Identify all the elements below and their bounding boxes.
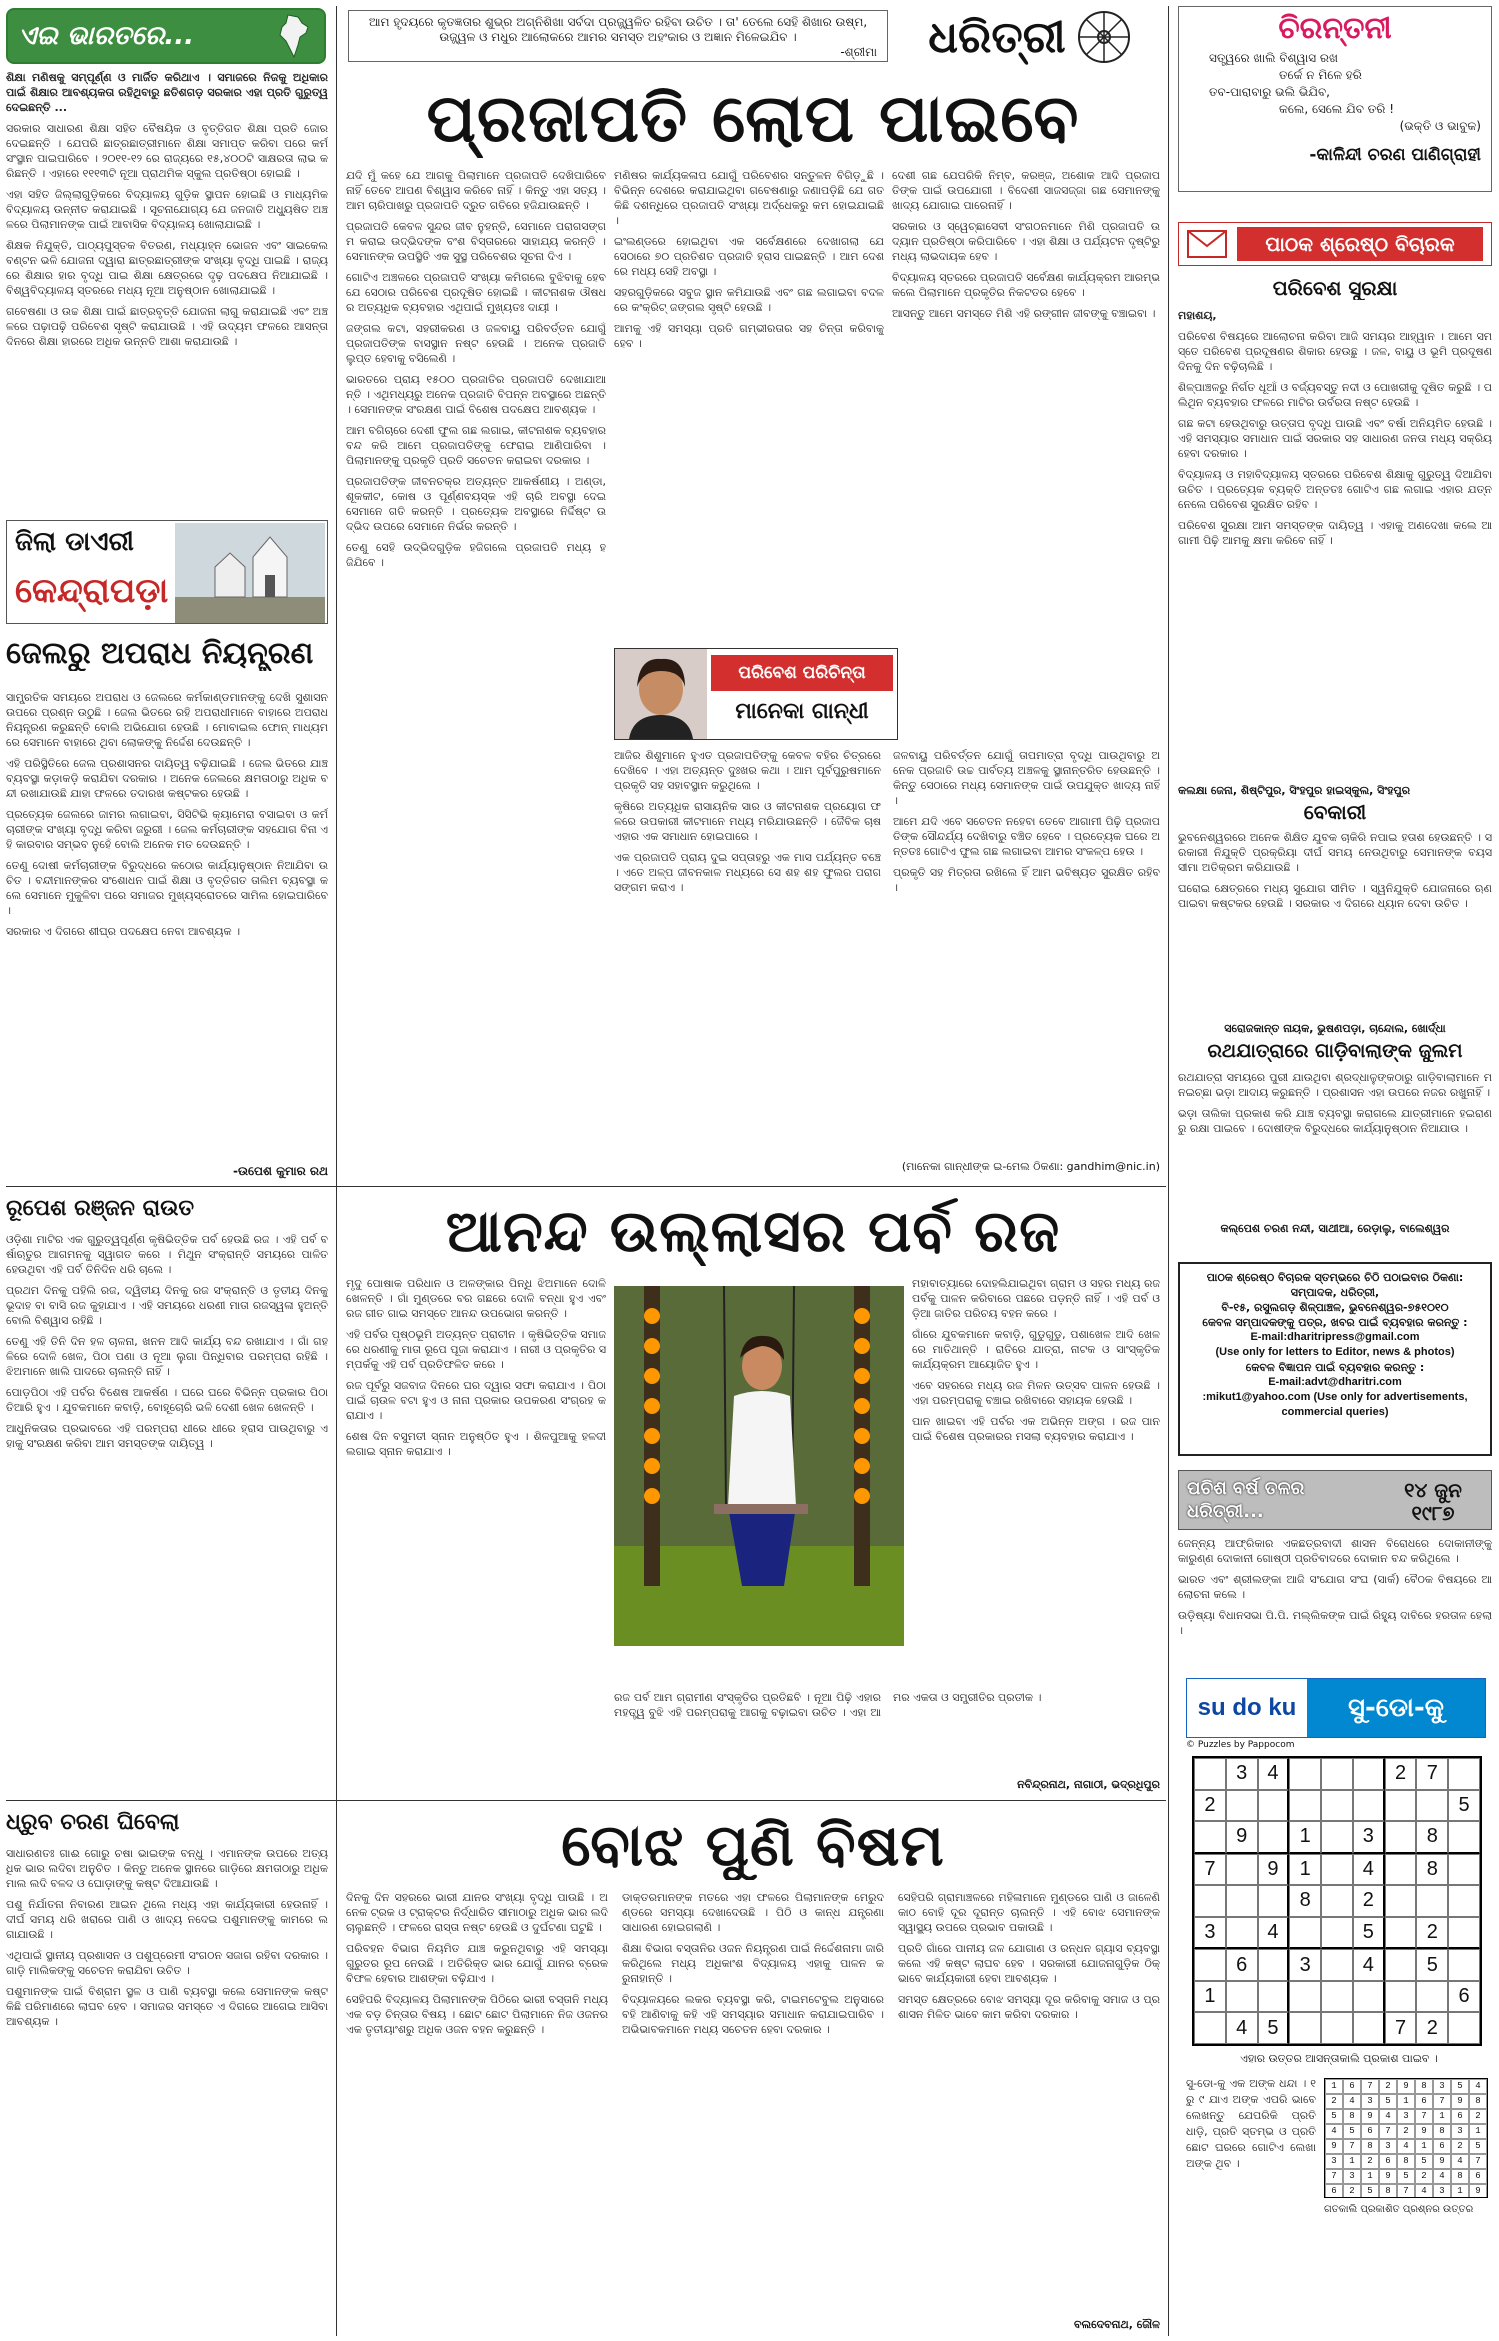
solution-cell: 1: [1415, 2139, 1433, 2154]
solution-cell: 8: [1379, 2184, 1397, 2198]
sudoku-rules: ସୁ-ଡୋ-କୁ ଏକ ଅଙ୍କ ଧନ୍ଦା । ୧ ରୁ ୯ ଯାଏ ଅଙ୍କ ଏପରି ଭାବେ ଲେଖନ୍ତୁ ଯେପରିକି ପ୍ରତି ଧାଡ଼ି, ପ୍ରତି ସ୍ତମ୍ଭ ଓ ପ୍ରତି ଛୋଟ ଘରରେ ଗୋଟିଏ ଲେଖା ଅଙ୍କ ଥିବ ।: [1186, 2077, 1316, 2170]
solution-cell: 7: [1397, 2184, 1415, 2198]
solution-cell: 4: [1343, 2094, 1361, 2109]
sudoku-cell[interactable]: 4: [1258, 1917, 1290, 1950]
sudoku-cell[interactable]: 5: [1448, 1790, 1480, 1822]
email-ads[interactable]: E-mail:advt@dharitri.com: [1268, 1376, 1402, 1388]
sudoku-cell[interactable]: [1448, 1854, 1480, 1886]
solution-cell: 6: [1469, 2169, 1487, 2184]
flashback-title: ପଚିଶ ବର୍ଷ ତଳର ଧରିତ୍ରୀ...: [1187, 1478, 1305, 1522]
solution-cell: 5: [1451, 2079, 1469, 2094]
chirantani-author: -କାଳିନ୍ଦୀ ଚରଣ ପାଣିଗ୍ରାହୀ: [1309, 145, 1481, 165]
solution-cell: 1: [1325, 2079, 1343, 2094]
section-title-left: ଏଇ ଭାରତରେ...: [18, 20, 194, 51]
sudoku-cell[interactable]: 5: [1258, 2012, 1290, 2044]
sudoku-cell[interactable]: [1194, 1758, 1226, 1790]
sudoku-cell[interactable]: [1448, 1917, 1480, 1950]
solution-cell: 5: [1379, 2094, 1397, 2109]
poem-source: (ଭକ୍ତି ଓ ଭାବୁକ): [1399, 119, 1481, 133]
solution-cell: 5: [1397, 2169, 1415, 2184]
email-letters-note: (Use only for letters to Editor, news & photos): [1215, 1346, 1455, 1358]
solution-cell: 6: [1343, 2079, 1361, 2094]
columnist-name: ମାନେକା ଗାନ୍ଧୀ: [735, 699, 869, 724]
sudoku-credit: © Puzzles by Pappocom: [1186, 1740, 1295, 1750]
solution-cell: 2: [1379, 2079, 1397, 2094]
sudoku-cell[interactable]: [1321, 1949, 1353, 1981]
solution-cell: 8: [1397, 2154, 1415, 2169]
sudoku-cell[interactable]: 4: [1353, 1949, 1385, 1981]
sudoku-header: [1186, 1678, 1486, 1738]
raja-byline: ନବିନ୍ଦ୍ରନାଥ, ନାଗାଠୀ, ଭଦ୍ରଧିପୁର: [1017, 1778, 1160, 1791]
solution-cell: 4: [1397, 2139, 1415, 2154]
solution-cell: 2: [1415, 2169, 1433, 2184]
main-article-col2: ମଣିଷର କାର୍ଯ୍ୟକଳାପ ଯୋଗୁଁ ପରିବେଶର ସନ୍ତୁଳନ ବିଗିଡ଼ୁଛି । ବିଭିନ୍ନ ଦେଶରେ କରାଯାଇଥିବା ଗବେଷଣାରୁ ଜଣାପଡ଼ିଛି ଯେ ଗତ କିଛି ଦଶନ୍ଧିରେ ପ୍ରଜାପତି ସଂଖ୍ୟା ଅର୍ଦ୍ଧେକରୁ କମ ହୋଇଯାଇଛି । ଇଂଲଣ୍ଡରେ ହୋଇଥିବା ଏକ ସର୍ବେକ୍ଷଣରେ ଦେଖାଗଲା ଯେ ସେଠାରେ ୭୦ ପ୍ରତିଶତ ପ୍ରଜାତି ହ୍ରାସ ପାଇଛନ୍ତି । ଆମ ଦେଶରେ ମଧ୍ୟ ସେହି ଅବସ୍ଥା । ସହରଗୁଡ଼ିକରେ ସବୁଜ ସ୍ଥାନ କମିଯାଉଛି ଏବଂ ଗଛ ଲଗାଇବା ବଦଳରେ କଂକ୍ରିଟ୍ ଜଙ୍ଗଲ ସୃଷ୍ଟି ହେଉଛି । ଆମକୁ ଏହି ସମସ୍ୟା ପ୍ରତି ଗମ୍ଭୀରତାର ସହ ଚିନ୍ତା କରିବାକୁ ହେବ ।: [614, 169, 884, 350]
sudoku-cell[interactable]: [1416, 1790, 1448, 1822]
sudoku-cell[interactable]: [1194, 1885, 1226, 1917]
raja-article-col3: ମହାବାତ୍ୟାରେ ଦୋହଲିଯାଇଥିବା ଗ୍ରାମ ଓ ସହର ମଧ୍ୟ ରଜ ପର୍ବକୁ ପାଳନ କରିବାରେ ପଛରେ ପଡ଼ନ୍ତି ନାହିଁ । ଏହି ପର୍ବ ଓଡ଼ିଆ ଜାତିର ପରିଚୟ ବହନ କରେ । ଗାଁରେ ଯୁବକମାନେ କବାଡ଼ି, ଗୁଡୁଗୁଡୁ, ପଶାଖେଳ ଆଦି ଖେଳରେ ମାତିଥାନ୍ତି । ରାତିରେ ଯାତ୍ରା, ନାଟକ ଓ ସାଂସ୍କୃତିକ କାର୍ଯ୍ୟକ୍ରମ ଆୟୋଜିତ ହୁଏ । ଏବେ ସହରରେ ମଧ୍ୟ ରଜ ମିଳନ ଉତ୍ସବ ପାଳନ ହେଉଛି । ଏହା ପରମ୍ପରାକୁ ବଞ୍ଚାଇ ରଖିବାରେ ସହାୟକ ହେଉଛି । ପାନ ଖାଇବା ଏହି ପର୍ବର ଏକ ଅଭିନ୍ନ ଅଙ୍ଗ । ରଜ ପାନ ପାଇଁ ବିଶେଷ ପ୍ରକାରର ମସଲା ବ୍ୟବହାର କରାଯାଏ ।: [912, 1277, 1160, 1443]
letter2-signature: ସରୋଜକାନ୍ତ ନାୟକ, ଭୁଷଣପଡ଼ା, ଚାନ୍ଦୋଲ, ଖୋର୍ଦ୍ଧା: [1224, 1022, 1446, 1035]
solution-cell: 3: [1379, 2139, 1397, 2154]
sudoku-cell[interactable]: [1385, 1949, 1417, 1981]
solution-cell: 7: [1415, 2109, 1433, 2124]
solution-cell: 8: [1361, 2139, 1379, 2154]
solution-cell: 4: [1415, 2184, 1433, 2198]
sudoku-cell[interactable]: [1321, 1790, 1353, 1822]
poem-line: ସତ୍ତ୍ୱରେ ଖାଲି ବିଶ୍ୱାସ ରଖ: [1209, 51, 1338, 65]
sudoku-cell[interactable]: 1: [1289, 1821, 1321, 1854]
solution-cell: 8: [1415, 2079, 1433, 2094]
sudoku-cell[interactable]: [1258, 1885, 1290, 1917]
sudoku-cell[interactable]: [1289, 2012, 1321, 2044]
logo-text: ଧରିତ୍ରୀ: [928, 11, 1066, 63]
district-name: କେନ୍ଦ୍ରାପଡ଼ା: [15, 571, 169, 611]
sudoku-cell[interactable]: 2: [1353, 1885, 1385, 1917]
sudoku-cell[interactable]: [1194, 1949, 1226, 1981]
address-line3: କେବଳ ସମ୍ପାଦକଙ୍କୁ ପତ୍ର, ଖବର ପାଇଁ ବ୍ୟବହାର କରନ୍ତୁ :: [1202, 1316, 1468, 1329]
letter1-body: ମହାଶୟ, ପରିବେଶ ବିଷୟରେ ଆଲୋଚନା କରିବା ଆଜି ସମୟର ଆହ୍ୱାନ । ଆମେ ସମସ୍ତେ ପରିବେଶ ପ୍ରଦୂଷଣର ଶିକାର ହେଉଛୁ । ଜଳ, ବାୟୁ ଓ ଭୂମି ପ୍ରଦୂଷଣ ଦିନକୁ ଦିନ ବଢ଼ିଚାଲିଛି । ଶିଳ୍ପାଞ୍ଚଳରୁ ନିର୍ଗତ ଧୂଆଁ ଓ ବର୍ଜ୍ୟବସ୍ତୁ ନଦୀ ଓ ପୋଖରୀକୁ ଦୂଷିତ କରୁଛି । ପଲିଥିନ ବ୍ୟବହାର ଫଳରେ ମାଟିର ଉର୍ବରତା ନଷ୍ଟ ହେଉଛି । ଗଛ କଟା ହେଉଥିବାରୁ ଉତ୍ତାପ ବୃଦ୍ଧି ପାଉଛି ଏବଂ ବର୍ଷା ଅନିୟମିତ ହେଉଛି । ଏହି ସମସ୍ୟାର ସମାଧାନ ପାଇଁ ସରକାର ସହ ସାଧାରଣ ଜନତା ମଧ୍ୟ ସକ୍ରିୟ ହେବା ଦରକାର । ବିଦ୍ୟାଳୟ ଓ ମହାବିଦ୍ୟାଳୟ ସ୍ତରରେ ପରିବେଶ ଶିକ୍ଷାକୁ ଗୁରୁତ୍ୱ ଦିଆଯିବା ଉଚିତ । ପ୍ରତ୍ୟେକ ବ୍ୟକ୍ତି ଅନ୍ତତଃ ଗୋଟିଏ ଗଛ ଲଗାଇ ଏହାର ଯତ୍ନ ନେଲେ ପରିବେଶ ସୁରକ୍ଷିତ ରହିବ । ପରିବେଶ ସୁରକ୍ଷା ଆମ ସମସ୍ତଙ୍କ ଦାୟିତ୍ୱ । ଏହାକୁ ଅଣଦେଖା କଲେ ଆଗାମୀ ପିଢ଼ି ଆମକୁ କ୍ଷମା କରିବେ ନାହିଁ ।: [1178, 309, 1492, 547]
solution-cell: 7: [1469, 2154, 1487, 2169]
sudoku-cell[interactable]: 2: [1194, 1790, 1226, 1822]
solution-cell: 2: [1325, 2094, 1343, 2109]
letter3-body: ରଥଯାତ୍ରା ସମୟରେ ପୁରୀ ଯାଉଥିବା ଶ୍ରଦ୍ଧାଳୁଙ୍କଠାରୁ ଗାଡ଼ିବାଲାମାନେ ମନଇଚ୍ଛା ଭଡ଼ା ଆଦାୟ କରୁଛନ୍ତି । ପ୍ରଶାସନ ଏହା ଉପରେ ନଜର ରଖୁନାହିଁ । ଭଡ଼ା ତାଲିକା ପ୍ରକାଶ କରି ଯାଞ୍ଚ ବ୍ୟବସ୍ଥା କରାଗଲେ ଯାତ୍ରୀମାନେ ହଇରାଣରୁ ରକ୍ଷା ପାଇବେ । ଦୋଷୀଙ୍କ ବିରୁଦ୍ଧରେ କାର୍ଯ୍ୟାନୁଷ୍ଠାନ ନିଆଯାଉ ।: [1178, 1071, 1492, 1135]
solution-cell: 8: [1433, 2124, 1451, 2139]
solution-cell: 2: [1451, 2139, 1469, 2154]
sudoku-cell[interactable]: [1226, 1981, 1258, 2013]
sudoku-cell[interactable]: [1385, 1917, 1417, 1950]
sudoku-cell[interactable]: [1321, 2012, 1353, 2044]
sudoku-cell[interactable]: [1226, 1854, 1258, 1886]
columnist-email-note: (ମାନେକା ଗାନ୍ଧୀଙ୍କ ଇ-ମେଲ ଠିକଣା: gandhim@nic.in): [901, 1160, 1160, 1173]
solution-cell: 6: [1379, 2154, 1397, 2169]
flashback-item: ଉଡ଼ିଷ୍ୟା ବିଧାନସଭା ପି.ପି. ମଲ୍ଲିକଙ୍କ ପାଇଁ ରିହ୍ୟୁ ଦାବିରେ ହରତାଳ ହେଲା ।: [1178, 1609, 1492, 1637]
intro-lead: ଶିକ୍ଷା ମଣିଷକୁ ସମ୍ପୂର୍ଣ୍ଣ ଓ ମାର୍ଜିତ କରିଥାଏ । ସମାଜରେ ନିଜକୁ ଅଧିକାର ପାଇଁ ଶିକ୍ଷାର ଆବଶ୍ୟକତା ରହିଥିବାରୁ ଛତିଶଗଡ଼ ସରକାର ଏହା ପ୍ରତି ଗୁରୁତ୍ୱ ଦେଇଛନ୍ତି ...: [6, 71, 328, 114]
sudoku-cell[interactable]: [1353, 1981, 1385, 2013]
solution-cell: 4: [1325, 2124, 1343, 2139]
solution-cell: 9: [1469, 2184, 1487, 2198]
sudoku-cell[interactable]: [1385, 1981, 1417, 2013]
left-byline-1: -ଉପେଶ କୁମାର ରଥ: [233, 1164, 328, 1178]
sudoku-cell[interactable]: [1321, 1758, 1353, 1790]
solution-cell: 9: [1433, 2154, 1451, 2169]
sudoku-cell[interactable]: 4: [1226, 2012, 1258, 2044]
main-article-col2b: ଆଜିର ଶିଶୁମାନେ ହୁଏତ ପ୍ରଜାପତିଙ୍କୁ କେବଳ ବହିର ଚିତ୍ରରେ ଦେଖିବେ । ଏହା ଅତ୍ୟନ୍ତ ଦୁଃଖର କଥା । ଆମ ପୂର୍ବପୁରୁଷମାନେ ପ୍ରକୃତି ସହ ସହାବସ୍ଥାନ କରୁଥିଲେ । କୃଷିରେ ଅତ୍ୟଧିକ ରାସାୟନିକ ସାର ଓ କୀଟନାଶକ ପ୍ରୟୋଗ ଫଳରେ ଉପକାରୀ କୀଟମାନେ ମଧ୍ୟ ମରିଯାଉଛନ୍ତି । ଜୈବିକ ଚାଷ ଏହାର ଏକ ସମାଧାନ ହୋଇପାରେ । ଏକ ପ୍ରଜାପତି ପ୍ରାୟ ଦୁଇ ସପ୍ତାହରୁ ଏକ ମାସ ପର୍ଯ୍ୟନ୍ତ ବଞ୍ଚେ । ଏତେ ଅଳ୍ପ ଜୀବନକାଳ ମଧ୍ୟରେ ସେ ଶହ ଶହ ଫୁଲର ପରାଗସଙ୍ଗମ କରାଏ । ଜଳବାୟୁ ପରିବର୍ତ୍ତନ ଯୋଗୁଁ ତାପମାତ୍ରା ବୃଦ୍ଧି ପାଉଥିବାରୁ ଅନେକ ପ୍ରଜାତି ଉଚ୍ଚ ପାର୍ବତ୍ୟ ଅଞ୍ଚଳକୁ ସ୍ଥାନାନ୍ତରିତ ହେଉଛନ୍ତି । କିନ୍ତୁ ସେଠାରେ ମଧ୍ୟ ସେମାନଙ୍କ ପାଇଁ ଉପଯୁକ୍ତ ଖାଦ୍ୟ ନାହିଁ । ଆମେ ଯଦି ଏବେ ସଚେତନ ନହେବା ତେବେ ଆଗାମୀ ପିଢ଼ି ପ୍ରଜାପତିଙ୍କ ସୌନ୍ଦର୍ଯ୍ୟ ଦେଖିବାରୁ ବଞ୍ଚିତ ହେବେ । ପ୍ରତ୍ୟେକ ଘରେ ଅନ୍ତତଃ ଗୋଟିଏ ଫୁଲ ଗଛ ଲଗାଇବା ଆମର ସଂକଳ୍ପ ହେଉ । ପ୍ରକୃତି ସହ ମିତ୍ରତା ରଖିଲେ ହିଁ ଆମ ଭବିଷ୍ୟତ ସୁରକ୍ଷିତ ରହିବ ।: [614, 749, 1160, 894]
sudoku-cell[interactable]: [1385, 1885, 1417, 1917]
solution-cell: 7: [1343, 2139, 1361, 2154]
sudoku-cell[interactable]: [1321, 1917, 1353, 1950]
masthead-quote: [348, 10, 888, 62]
solution-cell: 3: [1451, 2124, 1469, 2139]
solution-cell: 8: [1469, 2094, 1487, 2109]
letter1-signature: କଲକ୍ଷା ଜେନା, ଶିଷ୍ଟିପୁର, ସିଂହପୁର ହାଇସ୍କୁଲ, ସିଂହପୁର: [1178, 784, 1411, 797]
letter2-body: ଭୁବନେଶ୍ୱରରେ ଅନେକ ଶିକ୍ଷିତ ଯୁବକ ଚାକିରି ନପାଇ ହତାଶ ହେଉଛନ୍ତି । ସରକାରୀ ନିଯୁକ୍ତି ପ୍ରକ୍ରିୟା ଦୀର୍ଘ ସମୟ ନେଉଥିବାରୁ ସେମାନଙ୍କ ବୟସ ସୀମା ଅତିକ୍ରମ କରିଯାଉଛି । ଘରୋଇ କ୍ଷେତ୍ରରେ ମଧ୍ୟ ସୁଯୋଗ ସୀମିତ । ସ୍ୱନିଯୁକ୍ତି ଯୋଜନାରେ ଋଣ ପାଇବା କଷ୍ଟକର ହେଉଛି । ସରକାର ଏ ଦିଗରେ ଧ୍ୟାନ ଦେବା ଉଚିତ ।: [1178, 831, 1492, 910]
sudoku-cell[interactable]: [1258, 1821, 1290, 1854]
sudoku-cell[interactable]: 7: [1416, 1758, 1448, 1790]
address-line1: ସମ୍ପାଦକ, ଧରିତ୍ରୀ,: [1290, 1286, 1380, 1299]
sudoku-cell[interactable]: [1353, 1790, 1385, 1822]
solution-cell: 2: [1397, 2124, 1415, 2139]
solution-cell: 3: [1397, 2109, 1415, 2124]
solution-cell: 1: [1397, 2094, 1415, 2109]
sudoku-cell[interactable]: [1226, 1885, 1258, 1917]
sudoku-cell[interactable]: 7: [1385, 2012, 1417, 2044]
sudoku-cell[interactable]: 3: [1289, 1949, 1321, 1981]
solution-cell: 6: [1415, 2094, 1433, 2109]
chakra-emblem-icon: [1076, 9, 1132, 65]
district-diary-box: [6, 520, 328, 624]
sudoku-cell[interactable]: [1194, 2012, 1226, 2044]
sudoku-cell[interactable]: [1321, 1821, 1353, 1854]
solution-cell: 8: [1343, 2109, 1361, 2124]
quote-text: ଆମ ହୃଦୟରେ କୃତଜ୍ଞତାର ଶୁଭ୍ର ଅଗ୍ନିଶିଖା ସର୍ବଦା ପ୍ରଜ୍ଜ୍ୱଳିତ ରହିବା ଉଚିତ । ତା' ତେଲେ ସେହି ଶିଖାର ଉଷ୍ମ, ଉଜ୍ଜ୍ୱଳ ଓ ମଧୁର ଆଲୋକରେ ଆମର ସମସ୍ତ ଅହଂକାର ଓ ଅଜ୍ଞାନ ମିଳେଇଯିବ ।: [368, 15, 868, 44]
bojha-article: ଦିନକୁ ଦିନ ସହରରେ ଭାରୀ ଯାନର ସଂଖ୍ୟା ବୃଦ୍ଧି ପାଉଛି । ଅନେକ ଟ୍ରକ ଓ ଟ୍ରାକ୍ଟର ନିର୍ଦ୍ଧାରିତ ସୀମାଠାରୁ ଅଧିକ ଭାର ଲଦି ଚାଲୁଛନ୍ତି । ଫଳରେ ରାସ୍ତା ନଷ୍ଟ ହେଉଛି ଓ ଦୁର୍ଘଟଣା ଘଟୁଛି । ପରିବହନ ବିଭାଗ ନିୟମିତ ଯାଞ୍ଚ କରୁନଥିବାରୁ ଏହି ସମସ୍ୟା ଗୁରୁତର ରୂପ ନେଉଛି । ଅତିରିକ୍ତ ଭାର ଯୋଗୁଁ ଯାନର ବ୍ରେକ ବିଫଳ ହେବାର ଆଶଙ୍କା ବଢ଼ିଯାଏ । ସେହିପରି ବିଦ୍ୟାଳୟ ପିଲାମାନଙ୍କ ପିଠିରେ ଭାରୀ ବସ୍ତାନି ମଧ୍ୟ ଏକ ବଡ଼ ଚିନ୍ତାର ବିଷୟ । ଛୋଟ ଛୋଟ ପିଲାମାନେ ନିଜ ଓଜନର ଏକ ତୃତୀୟାଂଶରୁ ଅଧିକ ଓଜନ ବହନ କରୁଛନ୍ତି । ଡାକ୍ତରମାନଙ୍କ ମତରେ ଏହା ଫଳରେ ପିଲାମାନଙ୍କ ମେରୁଦଣ୍ଡରେ ସମସ୍ୟା ଦେଖାଦେଉଛି । ପିଠି ଓ କାନ୍ଧ ଯନ୍ତ୍ରଣା ସାଧାରଣ ହୋଇଗଲାଣି । ଶିକ୍ଷା ବିଭାଗ ବସ୍ତାନିର ଓଜନ ନିୟନ୍ତ୍ରଣ ପାଇଁ ନିର୍ଦ୍ଦେଶନାମା ଜାରି କରିଥିଲେ ମଧ୍ୟ ଅଧିକାଂଶ ବିଦ୍ୟାଳୟ ଏହାକୁ ପାଳନ କରୁନାହାନ୍ତି । ବିଦ୍ୟାଳୟରେ ଲକର ବ୍ୟବସ୍ଥା କରି, ଟାଇମଟେବୁଲ ଅନୁସାରେ ବହି ଆଣିବାକୁ କହି ଏହି ସମସ୍ୟାର ସମାଧାନ କରାଯାଇପାରିବ । ଅଭିଭାବକମାନେ ମଧ୍ୟ ସଚେତନ ହେବା ଦରକାର । ସେହିପରି ଗ୍ରାମାଞ୍ଚଳରେ ମହିଳାମାନେ ମୁଣ୍ଡରେ ପାଣି ଓ ଜାଳେଣି କାଠ ବୋହି ଦୂର ଦୂରାନ୍ତ ଚାଲନ୍ତି । ଏହି ବୋଝ ସେମାନଙ୍କ ସ୍ୱାସ୍ଥ୍ୟ ଉପରେ ପ୍ରଭାବ ପକାଉଛି । ପ୍ରତି ଗାଁରେ ପାନୀୟ ଜଳ ଯୋଗାଣ ଓ ରନ୍ଧନ ଗ୍ୟାସ ବ୍ୟବସ୍ଥା କଲେ ଏହି କଷ୍ଟ ଲାଘବ ହେବ । ସରକାରୀ ଯୋଜନାଗୁଡ଼ିକ ଠିକ୍ ଭାବେ କାର୍ଯ୍ୟକାରୀ ହେବା ଆବଶ୍ୟକ । ସମସ୍ତ କ୍ଷେତ୍ରରେ ବୋଝ ସମସ୍ୟା ଦୂର କରିବାକୁ ସମାଜ ଓ ପ୍ରଶାସନ ମିଳିତ ଭାବେ କାମ କରିବା ଦରକାର ।: [346, 1891, 1160, 2036]
sudoku-cell[interactable]: [1321, 1854, 1353, 1886]
sudoku-cell[interactable]: 3: [1353, 1821, 1385, 1854]
solution-cell: 5: [1343, 2124, 1361, 2139]
sudoku-cell[interactable]: [1448, 1885, 1480, 1917]
solution-cell: 7: [1325, 2169, 1343, 2184]
address-line2: ବି-୧୫, ରସୁଲଗଡ଼ ଶିଳ୍ପାଞ୍ଚଳ, ଭୁବନେଶ୍ୱର-୭୫୧୦୧୦: [1221, 1301, 1449, 1314]
sudoku-odia-title: ସୁ-ଡୋ-କୁ: [1307, 1679, 1485, 1737]
solution-cell: 2: [1361, 2154, 1379, 2169]
sudoku-cell[interactable]: [1289, 1981, 1321, 2013]
solution-cell: 5: [1469, 2139, 1487, 2154]
sudoku-cell[interactable]: 6: [1226, 1949, 1258, 1981]
sudoku-cell[interactable]: [1385, 1790, 1417, 1822]
sudoku-cell[interactable]: [1448, 1758, 1480, 1790]
columnist-photo: [615, 649, 707, 739]
solution-cell: 3: [1343, 2169, 1361, 2184]
sudoku-cell[interactable]: 9: [1258, 1854, 1290, 1886]
raja-article-col1: ମୃଦୁ ପୋଷାକ ପରିଧାନ ଓ ଅଳଙ୍କାର ପିନ୍ଧି ଝିଅମାନେ ଦୋଳି ଖେଳନ୍ତି । ଗାଁ ମୁଣ୍ଡରେ ବର ଗଛରେ ଦୋଳି ବନ୍ଧା ହୁଏ ଏବଂ ରଜ ଗୀତ ଗାଇ ସମସ୍ତେ ଆନନ୍ଦ ଉପଭୋଗ କରନ୍ତି । ଏହି ପର୍ବର ପୃଷ୍ଠଭୂମି ଅତ୍ୟନ୍ତ ପ୍ରାଚୀନ । କୃଷିଭିତ୍ତିକ ସମାଜରେ ଧରଣୀକୁ ମାତା ରୂପେ ପୂଜା କରାଯାଏ । ନାରୀ ଓ ପ୍ରକୃତିର ସମ୍ପର୍କକୁ ଏହି ପର୍ବ ପ୍ରତିଫଳିତ କରେ । ରଜ ପୂର୍ବରୁ ସଜବାଜ ଦିନରେ ଘର ଦ୍ୱାର ସଫା କରାଯାଏ । ପିଠା ପାଇଁ ଚାଉଳ ବଟା ହୁଏ ଓ ନାନା ପ୍ରକାର ଉପକରଣ ସଂଗ୍ରହ କରାଯାଏ । ଶେଷ ଦିନ ବସୁମତୀ ସ୍ନାନ ଅନୁଷ୍ଠିତ ହୁଏ । ଶିଳପୁଆକୁ ହଳଦୀ ଲଗାଇ ସ୍ନାନ କରାଯାଏ ।: [346, 1277, 606, 1458]
sudoku-cell[interactable]: 2: [1416, 2012, 1448, 2044]
bojha-headline: ବୋଝ ପୁଣି ବିଷମ: [561, 1811, 945, 1879]
solution-cell: 6: [1433, 2139, 1451, 2154]
sudoku-cell[interactable]: 5: [1416, 1949, 1448, 1981]
left-byline-2: ରୂପେଶ ରଞ୍ଜନ ରାଉତ: [6, 1196, 195, 1221]
solution-cell: 2: [1343, 2184, 1361, 2198]
sudoku-cell[interactable]: [1448, 2012, 1480, 2044]
solution-cell: 1: [1451, 2184, 1469, 2198]
sudoku-cell[interactable]: 4: [1353, 1854, 1385, 1886]
letter3-signature: କଲ୍ପେଶ ଚରଣ ନନ୍ଦୀ, ସାଥୀଆ, ରେଡ଼ାଲୁ, ବାଲେଶ୍ୱର: [1220, 1222, 1450, 1235]
solution-cell: 7: [1433, 2094, 1451, 2109]
letter2-title: ବେକାରୀ: [1303, 800, 1367, 824]
sudoku-cell[interactable]: [1416, 1885, 1448, 1917]
left-article-3: ସାଧାରଣତଃ ଗାଈ ଗୋରୁ ଚଷା ଭାଇଙ୍କ ବନ୍ଧୁ । ଏମାନଙ୍କ ଉପରେ ଅତ୍ୟଧିକ ଭାର ଲଦିବା ଅନୁଚିତ । କିନ୍ତୁ ଅନେକ ସ୍ଥାନରେ ଗାଡ଼ିରେ କ୍ଷମତାଠାରୁ ଅଧିକ ମାଲ ଲଦି ବଳଦ ଓ ଘୋଡ଼ାଙ୍କୁ କଷ୍ଟ ଦିଆଯାଉଛି । ପଶୁ ନିର୍ଯାତନା ନିବାରଣ ଆଇନ ଥିଲେ ମଧ୍ୟ ଏହା କାର୍ଯ୍ୟକାରୀ ହେଉନାହିଁ । ଦୀର୍ଘ ସମୟ ଧରି ଖରାରେ ପାଣି ଓ ଖାଦ୍ୟ ନଦେଇ ପଶୁମାନଙ୍କୁ କାମରେ ଲଗାଯାଉଛି । ଏଥିପାଇଁ ସ୍ଥାନୀୟ ପ୍ରଶାସନ ଓ ପଶୁପ୍ରେମୀ ସଂଗଠନ ସଜାଗ ରହିବା ଦରକାର । ଗାଡ଼ି ମାଲିକଙ୍କୁ ସଚେତନ କରାଯିବା ଉଚିତ । ପଶୁମାନଙ୍କ ପାଇଁ ବିଶ୍ରାମ ସ୍ଥଳ ଓ ପାଣି ବ୍ୟବସ୍ଥା କଲେ ସେମାନଙ୍କ କଷ୍ଟ କିଛି ପରିମାଣରେ ଲାଘବ ହେବ । ସମାଜର ସମସ୍ତେ ଏ ଦିଗରେ ଆଗେଇ ଆସିବା ଆବଶ୍ୟକ ।: [6, 1847, 328, 2028]
poem-line: ତର୍କେ ନ ମିଳେ ହରି: [1279, 68, 1362, 82]
left-byline-3: ଧ୍ରୁବ ଚରଣ ଘିବେଲା: [6, 1810, 180, 1835]
sudoku-cell[interactable]: [1353, 2012, 1385, 2044]
sudoku-cell[interactable]: 2: [1416, 1917, 1448, 1950]
flashback-date: ୧୪ ଜୁନ ୧୯୮୭: [1404, 1478, 1462, 1525]
main-article-col1: ଯଦି ମୁଁ କହେ ଯେ ଆଗକୁ ପିଲାମାନେ ପ୍ରଜାପତି ଦେଖିପାରିବେ ନାହିଁ ତେବେ ଆପଣ ବିଶ୍ୱାସ କରିବେ ନାହିଁ । କିନ୍ତୁ ଏହା ସତ୍ୟ । ଆମ ଚାରିପାଖରୁ ପ୍ରଜାପତି ଦ୍ରୁତ ଗତିରେ ହଜିଯାଉଛନ୍ତି । ପ୍ରଜାପତି କେବଳ ସୁନ୍ଦର ଜୀବ ନୁହନ୍ତି, ସେମାନେ ପରାଗସଙ୍ଗମ କରାଇ ଉଦ୍ଭିଦଙ୍କ ବଂଶ ବିସ୍ତାରରେ ସାହାଯ୍ୟ କରନ୍ତି । ସେମାନଙ୍କ ଉପସ୍ଥିତି ଏକ ସୁସ୍ଥ ପରିବେଶର ସୂଚନା ଦିଏ । ଗୋଟିଏ ଅଞ୍ଚଳରେ ପ୍ରଜାପତି ସଂଖ୍ୟା କମିଗଲେ ବୁଝିବାକୁ ହେବ ଯେ ସେଠାର ପରିବେଶ ପ୍ରଦୂଷିତ ହୋଇଛି । କୀଟନାଶକ ଔଷଧର ଅତ୍ୟଧିକ ବ୍ୟବହାର ଏଥିପାଇଁ ମୁଖ୍ୟତଃ ଦାୟୀ । ଜଙ୍ଗଲ କଟା, ସହରୀକରଣ ଓ ଜଳବାୟୁ ପରିବର୍ତ୍ତନ ଯୋଗୁଁ ପ୍ରଜାପତିଙ୍କ ବାସସ୍ଥାନ ନଷ୍ଟ ହେଉଛି । ଅନେକ ପ୍ରଜାତି ଲୁପ୍ତ ହେବାକୁ ବସିଲେଣି । ଭାରତରେ ପ୍ରାୟ ୧୫୦୦ ପ୍ରଜାତିର ପ୍ରଜାପତି ଦେଖାଯାଆନ୍ତି । ଏଥିମଧ୍ୟରୁ ଅନେକ ପ୍ରଜାତି ବିପନ୍ନ ଅବସ୍ଥାରେ ଅଛନ୍ତି । ସେମାନଙ୍କ ସଂରକ୍ଷଣ ପାଇଁ ବିଶେଷ ପଦକ୍ଷେପ ଆବଶ୍ୟକ । ଆମ ବଗିଚାରେ ଦେଶୀ ଫୁଲ ଗଛ ଲଗାଇ, କୀଟନାଶକ ବ୍ୟବହାର ବନ୍ଦ କରି ଆମେ ପ୍ରଜାପତିଙ୍କୁ ଫେରାଇ ଆଣିପାରିବା । ପିଲାମାନଙ୍କୁ ପ୍ରକୃତି ପ୍ରତି ସଚେତନ କରାଇବା ଦରକାର । ପ୍ରଜାପତିଙ୍କ ଜୀବନଚକ୍ର ଅତ୍ୟନ୍ତ ଆକର୍ଷଣୀୟ । ଅଣ୍ଡା, ଶୂକକୀଟ, କୋଷ ଓ ପୂର୍ଣ୍ଣବୟସ୍କ ଏହି ଚାରି ଅବସ୍ଥା ଦେଇ ସେମାନେ ଗତି କରନ୍ତି । ପ୍ରତ୍ୟେକ ଅବସ୍ଥାରେ ନିର୍ଦ୍ଦିଷ୍ଟ ଉଦ୍ଭିଦ ଉପରେ ସେମାନେ ନିର୍ଭର କରନ୍ତି । ତେଣୁ ସେହି ଉଦ୍ଭିଦଗୁଡ଼ିକ ହଜିଗଲେ ପ୍ରଜାପତି ମଧ୍ୟ ହଜିଯିବେ ।: [346, 169, 606, 569]
solution-cell: 1: [1469, 2124, 1487, 2139]
column-label: ପରିବେଶ ପରିଚିନ୍ତା: [711, 655, 893, 691]
solution-cell: 1: [1343, 2154, 1361, 2169]
sudoku-cell[interactable]: 4: [1258, 1758, 1290, 1790]
sudoku-cell[interactable]: [1258, 1981, 1290, 2013]
sudoku-previous-label: ଗତକାଲି ପ୍ରକାଶିତ ପ୍ରଶ୍ନର ଉତ୍ତର: [1324, 2204, 1474, 2215]
sudoku-cell[interactable]: [1321, 1885, 1353, 1917]
solution-cell: 5: [1361, 2184, 1379, 2198]
raja-headline: ଆନନ୍ଦ ଉଲ୍ଲାସର ପର୍ବ ରଜ: [445, 1197, 1061, 1265]
chirantani-box: [1178, 6, 1492, 192]
solution-cell: 3: [1433, 2184, 1451, 2198]
solution-cell: 5: [1415, 2154, 1433, 2169]
sudoku-cell[interactable]: [1416, 1981, 1448, 2013]
sudoku-cell[interactable]: [1289, 1790, 1321, 1822]
left-article-2: ଓଡ଼ିଶା ମାଟିର ଏକ ଗୁରୁତ୍ୱପୂର୍ଣ୍ଣ କୃଷିଭିତ୍ତିକ ପର୍ବ ହେଉଛି ରଜ । ଏହି ପର୍ବ ବର୍ଷାଋତୁର ଆଗମନକୁ ସ୍ୱାଗତ କରେ । ମିଥୁନ ସଂକ୍ରାନ୍ତି ସମୟରେ ପାଳିତ ହେଉଥିବା ଏହି ପର୍ବ ତିନିଦିନ ଧରି ଚାଲେ । ପ୍ରଥମ ଦିନକୁ ପହିଲି ରଜ, ଦ୍ୱିତୀୟ ଦିନକୁ ରଜ ସଂକ୍ରାନ୍ତି ଓ ତୃତୀୟ ଦିନକୁ ଭୂଦାହ ବା ବାସି ରଜ କୁହାଯାଏ । ଏହି ସମୟରେ ଧରଣୀ ମାତା ରଜସ୍ୱଳା ହୁଅନ୍ତି ବୋଲି ବିଶ୍ୱାସ ରହିଛି । ତେଣୁ ଏହି ତିନି ଦିନ ହଳ ଚାଳନା, ଖନନ ଆଦି କାର୍ଯ୍ୟ ବନ୍ଦ ରଖାଯାଏ । ଗାଁ ଗହଳିରେ ଦୋଳି ଖେଳ, ପିଠା ପଣା ଓ ନୂଆ ଲୁଗା ପିନ୍ଧିବାର ପରମ୍ପରା ରହିଛି । ଝିଅମାନେ ଖାଲି ପାଦରେ ଚାଲନ୍ତି ନାହିଁ । ପୋଡ଼ପିଠା ଏହି ପର୍ବର ବିଶେଷ ଆକର୍ଷଣ । ଘରେ ଘରେ ବିଭିନ୍ନ ପ୍ରକାର ପିଠା ତିଆରି ହୁଏ । ଯୁବକମାନେ କବାଡ଼ି, ବୋହୂଚୋରି ଭଳି ଦେଶୀ ଖେଳ ଖେଳନ୍ତି । ଆଧୁନିକତାର ପ୍ରଭାବରେ ଏହି ପରମ୍ପରା ଧୀରେ ଧୀରେ ହ୍ରାସ ପାଉଥିବାରୁ ଏହାକୁ ସଂରକ୍ଷଣ କରିବା ଆମ ସମସ୍ତଙ୍କ ଦାୟିତ୍ୱ ।: [6, 1233, 328, 1450]
sudoku-cell[interactable]: [1448, 1821, 1480, 1854]
solution-cell: 4: [1469, 2079, 1487, 2094]
solution-cell: 8: [1451, 2169, 1469, 2184]
sudoku-cell[interactable]: [1385, 1821, 1417, 1854]
email-ads-alt[interactable]: :mikut1@yahoo.com (Use only for advertisements, commercial queries): [1202, 1391, 1468, 1418]
sudoku-cell[interactable]: [1321, 1981, 1353, 2013]
poem-line: କଲେ, ସେଲେ ଯିବ ତରି !: [1279, 102, 1395, 116]
sudoku-cell[interactable]: 6: [1448, 1981, 1480, 2013]
chirantani-title: ଚିରନ୍ତନୀ: [1278, 11, 1392, 46]
sudoku-grid[interactable]: [1192, 1756, 1482, 2046]
solution-cell: 9: [1361, 2109, 1379, 2124]
temple-image: [175, 523, 325, 623]
sudoku-cell[interactable]: 7: [1194, 1854, 1226, 1886]
sudoku-cell[interactable]: [1448, 1949, 1480, 1981]
flashback-item: ଜେନ୍ନ୍ୟ ଆଫ୍ରିକାର ଏକଛତ୍ରବାଦୀ ଶାସନ ବିରୋଧରେ ଦୋକାନୀଙ୍କୁ କାରୁଣ୍ଣ ଦୋକାନୀ ଗୋଷ୍ଠୀ ପ୍ରତିବାଦରେ ଦୋକାନ ବନ୍ଦ କରିଥିଲେ ।: [1178, 1537, 1492, 1565]
solution-cell: 5: [1325, 2109, 1343, 2124]
sudoku-cell[interactable]: [1289, 1917, 1321, 1950]
solution-cell: 9: [1325, 2139, 1343, 2154]
letter1-title: ପରିବେଶ ସୁରକ୍ଷା: [1272, 276, 1398, 300]
letters-address-box: [1178, 1262, 1492, 1456]
solution-cell: 9: [1397, 2079, 1415, 2094]
quote-author: -ଶ୍ରୀମା: [840, 45, 877, 59]
sudoku-cell[interactable]: [1226, 1917, 1258, 1950]
district-diary-label: ଜିଲା ଡାଏରୀ: [15, 527, 134, 557]
sudoku-cell[interactable]: 3: [1226, 1758, 1258, 1790]
sudoku-cell[interactable]: 8: [1416, 1821, 1448, 1854]
main-article-col3: ଦେଶୀ ଗଛ ଯେପରିକି ନିମ୍ବ, କରଞ୍ଜ, ଅଶୋକ ଆଦି ପ୍ରଜାପତିଙ୍କ ପାଇଁ ଉପଯୋଗୀ । ବିଦେଶୀ ସାଜସଜ୍ଜା ଗଛ ସେମାନଙ୍କୁ ଖାଦ୍ୟ ଯୋଗାଇ ପାରେନାହିଁ । ସରକାର ଓ ସ୍ୱେଚ୍ଛାସେବୀ ସଂଗଠନମାନେ ମିଶି ପ୍ରଜାପତି ଉଦ୍ୟାନ ପ୍ରତିଷ୍ଠା କରିପାରିବେ । ଏହା ଶିକ୍ଷା ଓ ପର୍ଯ୍ୟଟନ ଦୃଷ୍ଟିରୁ ମଧ୍ୟ ଲାଭଦାୟକ ହେବ । ବିଦ୍ୟାଳୟ ସ୍ତରରେ ପ୍ରଜାପତି ସର୍ବେକ୍ଷଣ କାର୍ଯ୍ୟକ୍ରମ ଆରମ୍ଭ କଲେ ପିଲାମାନେ ପ୍ରକୃତିର ନିକଟତର ହେବେ । ଆସନ୍ତୁ ଆମେ ସମସ୍ତେ ମିଶି ଏହି ରଙ୍ଗୀନ ଜୀବଙ୍କୁ ବଞ୍ଚାଇବା ।: [892, 169, 1160, 320]
solution-cell: 3: [1361, 2094, 1379, 2109]
letter1-salutation: ମହାଶୟ,: [1178, 309, 1217, 322]
envelope-icon: [1187, 230, 1227, 258]
sudoku-cell[interactable]: [1226, 1790, 1258, 1822]
left-article-1: ସାମ୍ପ୍ରତିକ ସମୟରେ ଅପରାଧ ଓ ଜେଲରେ କର୍ମକାଣ୍ଡମାନଙ୍କୁ ଦେଖି ସୁଶାସନ ଉପରେ ପ୍ରଶ୍ନ ଉଠୁଛି । ଜେଲ ଭିତରେ ରହି ଅପରାଧୀମାନେ ବାହାରେ ଅପରାଧ ନିୟନ୍ତ୍ରଣ କରୁଛନ୍ତି ବୋଲି ଅଭିଯୋଗ ହେଉଛି । ମୋବାଇଲ ଫୋନ୍ ମାଧ୍ୟମରେ ସେମାନେ ବାହାରେ ଥିବା ଲୋକଙ୍କୁ ନିର୍ଦ୍ଦେଶ ଦେଉଛନ୍ତି । ଏହି ପରିସ୍ଥିତିରେ ଜେଲ ପ୍ରଶାସନର ଦାୟିତ୍ୱ ବଢ଼ିଯାଇଛି । ଜେଲ ଭିତରେ ଯାଞ୍ଚ ବ୍ୟବସ୍ଥା କଡ଼ାକଡ଼ି କରାଯିବା ଦରକାର । ଅନେକ ଜେଲରେ କ୍ଷମତାଠାରୁ ଅଧିକ ବନ୍ଦୀ ରଖାଯାଉଛି ଯାହା ଫଳରେ ତଦାରଖ କଷ୍ଟକର ହେଉଛି । ପ୍ରତ୍ୟେକ ଜେଲରେ ଜାମର ଲଗାଇବା, ସିସିଟିଭି କ୍ୟାମେରା ବସାଇବା ଓ କର୍ମଚାରୀଙ୍କ ସଂଖ୍ୟା ବୃଦ୍ଧି କରିବା ଜରୁରୀ । ଜେଲ କର୍ମଚାରୀଙ୍କ ସହଯୋଗ ବିନା ଏହି କାରବାର ସମ୍ଭବ ନୁହେଁ ବୋଲି ଅନେକ ମତ ଦେଉଛନ୍ତି । ତେଣୁ ଦୋଷୀ କର୍ମଚାରୀଙ୍କ ବିରୁଦ୍ଧରେ କଠୋର କାର୍ଯ୍ୟାନୁଷ୍ଠାନ ନିଆଯିବା ଉଚିତ । ବନ୍ଦୀମାନଙ୍କର ସଂଶୋଧନ ପାଇଁ ଶିକ୍ଷା ଓ ବୃତ୍ତିଗତ ତାଲିମ ବ୍ୟବସ୍ଥା କଲେ ସେମାନେ ମୁକୁଳିବା ପରେ ସମାଜର ମୁଖ୍ୟସ୍ରୋତରେ ସାମିଲ ହୋଇପାରିବେ । ସରକାର ଏ ଦିଗରେ ଶୀଘ୍ର ପଦକ୍ଷେପ ନେବା ଆବଶ୍ୟକ ।: [6, 691, 328, 938]
letters-banner: [1178, 222, 1492, 266]
sudoku-cell[interactable]: 3: [1194, 1917, 1226, 1950]
sudoku-cell[interactable]: [1194, 1821, 1226, 1854]
address-line4: କେବଳ ବିଜ୍ଞାପନ ପାଇଁ ବ୍ୟବହାର କରନ୍ତୁ :: [1245, 1361, 1425, 1374]
main-headline: ପ୍ରଜାପତି ଲୋପ ପାଇବେ: [426, 80, 1080, 157]
sudoku-cell[interactable]: 8: [1289, 1885, 1321, 1917]
email-letters[interactable]: E-mail:dharitripress@gmail.com: [1250, 1331, 1420, 1343]
letters-banner-title: ପାଠକ ଶ୍ରେଷ୍ଠ ବିଚାରକ: [1237, 227, 1483, 261]
sudoku-cell[interactable]: 5: [1353, 1917, 1385, 1950]
solution-cell: 6: [1325, 2184, 1343, 2198]
left-headline-1: ଜେଲରୁ ଅପରାଧ ନିୟନ୍ତ୍ରଣ: [6, 636, 314, 671]
solution-cell: 1: [1361, 2169, 1379, 2184]
solution-cell: 9: [1379, 2169, 1397, 2184]
solution-cell: 6: [1451, 2109, 1469, 2124]
sudoku-brand: su do ku: [1197, 1694, 1297, 1721]
solution-cell: 1: [1433, 2109, 1451, 2124]
solution-cell: 4: [1451, 2154, 1469, 2169]
sudoku-cell[interactable]: [1258, 1949, 1290, 1981]
sudoku-cell[interactable]: [1289, 1758, 1321, 1790]
solution-cell: 6: [1361, 2124, 1379, 2139]
sudoku-cell[interactable]: 1: [1194, 1981, 1226, 2013]
column-badge: [614, 648, 898, 740]
solution-cell: 3: [1433, 2079, 1451, 2094]
sudoku-cell[interactable]: 1: [1289, 1854, 1321, 1886]
solution-cell: 2: [1469, 2109, 1487, 2124]
section-banner-left: [6, 8, 326, 64]
sudoku-answer-note: ଏହାର ଉତ୍ତର ଆସନ୍ତାକାଲି ପ୍ରକାଶ ପାଇବ ।: [1240, 2052, 1438, 2065]
bojha-byline: ବଲଦେବନାଥ, ଜୌଳ: [1074, 2318, 1160, 2331]
flashback-item: ଭାରତ ଏବଂ ଶ୍ରୀଲଙ୍କା ଆଜି ସଂଯୋଗ ସଂଘ (ସାର୍କ) ବୈଠକ ବିଷୟରେ ଆଲୋଚନା କଲେ ।: [1178, 1573, 1492, 1601]
sudoku-cell[interactable]: 2: [1385, 1758, 1417, 1790]
sudoku-cell[interactable]: 8: [1416, 1854, 1448, 1886]
flashback-banner: [1178, 1470, 1492, 1530]
address-heading: ପାଠକ ଶ୍ରେଷ୍ଠ ବିଚାରକ ସ୍ତମ୍ଭରେ ଚିଠି ପଠାଇବାର ଠିକଣା:: [1206, 1271, 1464, 1284]
sudoku-cell[interactable]: 9: [1226, 1821, 1258, 1854]
poem: [1189, 50, 1481, 135]
letter3-title: ରଥଯାତ୍ରାରେ ଗାଡ଼ିବାଲାଙ୍କ ଜୁଲମ: [1207, 1040, 1463, 1062]
solution-cell: 9: [1415, 2124, 1433, 2139]
solution-cell: 7: [1361, 2079, 1379, 2094]
poem-line: ତବ-ପାରାବାରୁ ଭଲି ଭିଯିବ,: [1209, 85, 1330, 99]
solution-cell: 4: [1433, 2169, 1451, 2184]
solution-cell: 7: [1379, 2124, 1397, 2139]
solution-cell: 9: [1451, 2094, 1469, 2109]
raja-swing-photo: [614, 1286, 904, 1646]
solution-cell: 4: [1379, 2109, 1397, 2124]
sudoku-cell[interactable]: [1353, 1758, 1385, 1790]
flashback-list: [1178, 1536, 1492, 1656]
sudoku-cell[interactable]: [1258, 1790, 1290, 1822]
sudoku-solution-grid: [1324, 2078, 1488, 2198]
india-map-icon: [274, 13, 314, 59]
solution-cell: 3: [1325, 2154, 1343, 2169]
sudoku-cell[interactable]: [1385, 1854, 1417, 1886]
left-intro-article: ଶିକ୍ଷା ମଣିଷକୁ ସମ୍ପୂର୍ଣ୍ଣ ଓ ମାର୍ଜିତ କରିଥାଏ । ସମାଜରେ ନିଜକୁ ଅଧିକାର ପାଇଁ ଶିକ୍ଷାର ଆବଶ୍ୟକତା ରହିଥିବାରୁ ଛତିଶଗଡ଼ ସରକାର ଏହା ପ୍ରତି ଗୁରୁତ୍ୱ ଦେଇଛନ୍ତି ... ସରକାର ସାଧାରଣ ଶିକ୍ଷା ସହିତ ବୈଷୟିକ ଓ ବୃତ୍ତିଗତ ଶିକ୍ଷା ପ୍ରତି ଜୋର ଦେଇଛନ୍ତି । ଯେପରି ଛାତ୍ରଛାତ୍ରୀମାନେ ଶିକ୍ଷା ସମାପ୍ତ କରିବା ପରେ କର୍ମସଂସ୍ଥାନ ପାଇପାରିବେ । ୨୦୧୧-୧୨ ରେ ରାଜ୍ୟରେ ୧୫,୪୦୦ଟି ସାକ୍ଷରତା ଲାଭ କରିଛନ୍ତି । ଏହାରେ ୧୧୧୩ଟି ନୂଆ ପ୍ରାଥମିକ ସ୍କୁଲ ପ୍ରତିଷ୍ଠା ହୋଇଛି । ଏହା ସହିତ ଜିଲ୍ଲାଗୁଡ଼ିକରେ ବିଦ୍ୟାଳୟ ଗୁଡ଼ିକ ସ୍ଥାପନ ହୋଇଛି ଓ ମାଧ୍ୟମିକ ବିଦ୍ୟାଳୟ ଉନ୍ନୀତ କରାଯାଇଛି । ସୂଚନାଯୋଗ୍ୟ ଯେ ଜନଜାତି ଅଧ୍ୟୁଷିତ ଅଞ୍ଚଳରେ ପିଲାମାନଙ୍କ ପାଇଁ ଆବାସିକ ବିଦ୍ୟାଳୟ ଖୋଲାଯାଇଛି । ଶିକ୍ଷକ ନିଯୁକ୍ତି, ପାଠ୍ୟପୁସ୍ତକ ବିତରଣ, ମଧ୍ୟାହ୍ନ ଭୋଜନ ଏବଂ ସାଇକେଲ ବଣ୍ଟନ ଭଳି ଯୋଜନା ଦ୍ୱାରା ଛାତ୍ରଛାତ୍ରୀଙ୍କ ସଂଖ୍ୟା ବୃଦ୍ଧି ପାଇଛି । ରାଜ୍ୟରେ ଶିକ୍ଷାର ହାର ବୃଦ୍ଧି ପାଇ ଶିକ୍ଷା କ୍ଷେତ୍ରରେ ଦୃଢ଼ ପଦକ୍ଷେପ ନିଆଯାଇଛି । ବିଶ୍ୱବିଦ୍ୟାଳୟ ସ୍ତରରେ ମଧ୍ୟ ନୂଆ ଅନୁଷ୍ଠାନ ଖୋଲାଯାଇଛି । ଗବେଷଣା ଓ ଉଚ୍ଚ ଶିକ୍ଷା ପାଇଁ ଛାତ୍ରବୃତ୍ତି ଯୋଜନା ଲାଗୁ କରାଯାଇଛି ଏବଂ ଅଞ୍ଚଳରେ ପଢ଼ାପଢ଼ି ପରିବେଶ ସୃଷ୍ଟି କରାଯାଉଛି । ଏହି ଉଦ୍ୟମ ଫଳରେ ଆସନ୍ତା ଦିନରେ ଶିକ୍ଷା ହାରରେ ଅଧିକ ଉନ୍ନତି ଆଶା କରାଯାଉଛି ।: [6, 71, 328, 348]
newspaper-logo: [900, 4, 1160, 70]
raja-article-bottom: ରଜ ପର୍ବ ଆମ ଗ୍ରାମୀଣ ସଂସ୍କୃତିର ପ୍ରତିଛବି । ନୂଆ ପିଢ଼ି ଏହାର ମହତ୍ତ୍ୱ ବୁଝି ଏହି ପରମ୍ପରାକୁ ଆଗକୁ ବଢ଼ାଇବା ଉଚିତ । ଏହା ଆମର ଏକତା ଓ ସମ୍ପ୍ରୀତିର ପ୍ରତୀକ ।: [614, 1691, 1042, 1719]
